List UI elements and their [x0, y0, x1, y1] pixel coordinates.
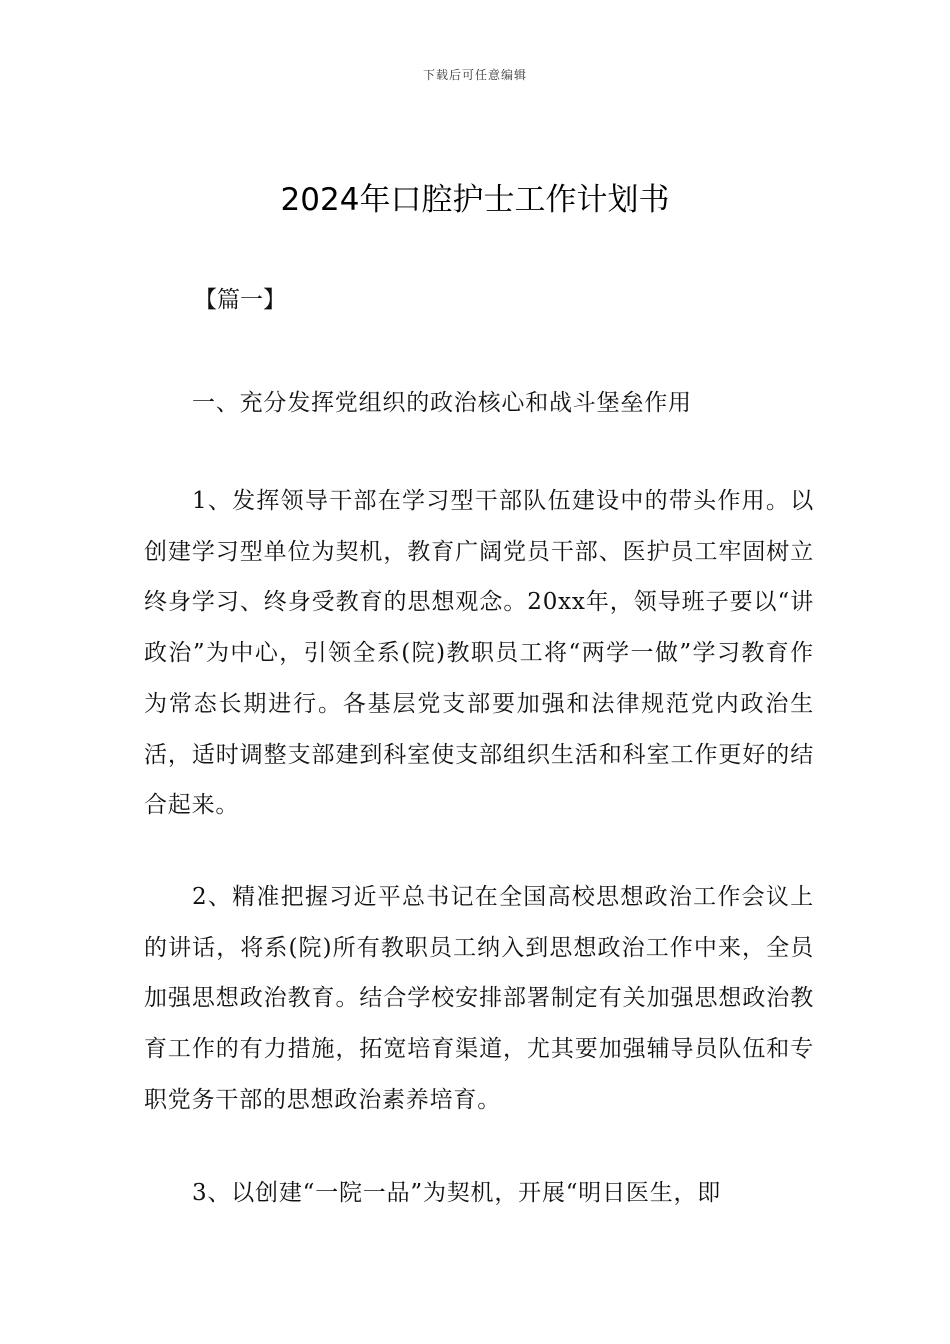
section-tag: 【篇一】: [194, 287, 286, 313]
document-title: 2024年口腔护士工作计划书: [280, 182, 670, 218]
paragraph-block-1: [144, 476, 814, 831]
paragraph-3: 3、以创建“一院一品”为契机，开展“明日医生，即: [192, 1180, 722, 1206]
section-heading: 一、充分发挥党组织的政治核心和战斗堡垒作用: [192, 390, 692, 416]
paragraph-block-3: [144, 1168, 814, 1219]
section-heading-block: [144, 378, 814, 429]
paragraph-block-2: [144, 872, 814, 1126]
paragraph-2: 2、精准把握习近平总书记在全国高校思想政治工作会议上的讲话，将系(院)所有教职员工纳入到思想政治工作中来，全员加强思想政治教育。结合学校安排部署制定有关加强思想政治教育工作的有力措施，拓宽培育渠道，尤其要加强辅导员队伍和专职党务干部的思想政治素养培育。: [144, 884, 814, 1113]
header-note: 下载后可任意编辑: [422, 68, 527, 82]
paragraph-1: 1、发挥领导干部在学习型干部队伍建设中的带头作用。以创建学习型单位为契机，教育广阔党员干部、医护员工牢固树立终身学习、终身受教育的思想观念。20xx年，领导班子要以“讲政治”为中心，引领全系(院)教职员工将“两学一做”学习教育作为常态长期进行。各基层党支部要加强和法律规范党内政治生活，适时调整支部建到科室使支部组织生活和科室工作更好的结合起来。: [144, 488, 814, 819]
